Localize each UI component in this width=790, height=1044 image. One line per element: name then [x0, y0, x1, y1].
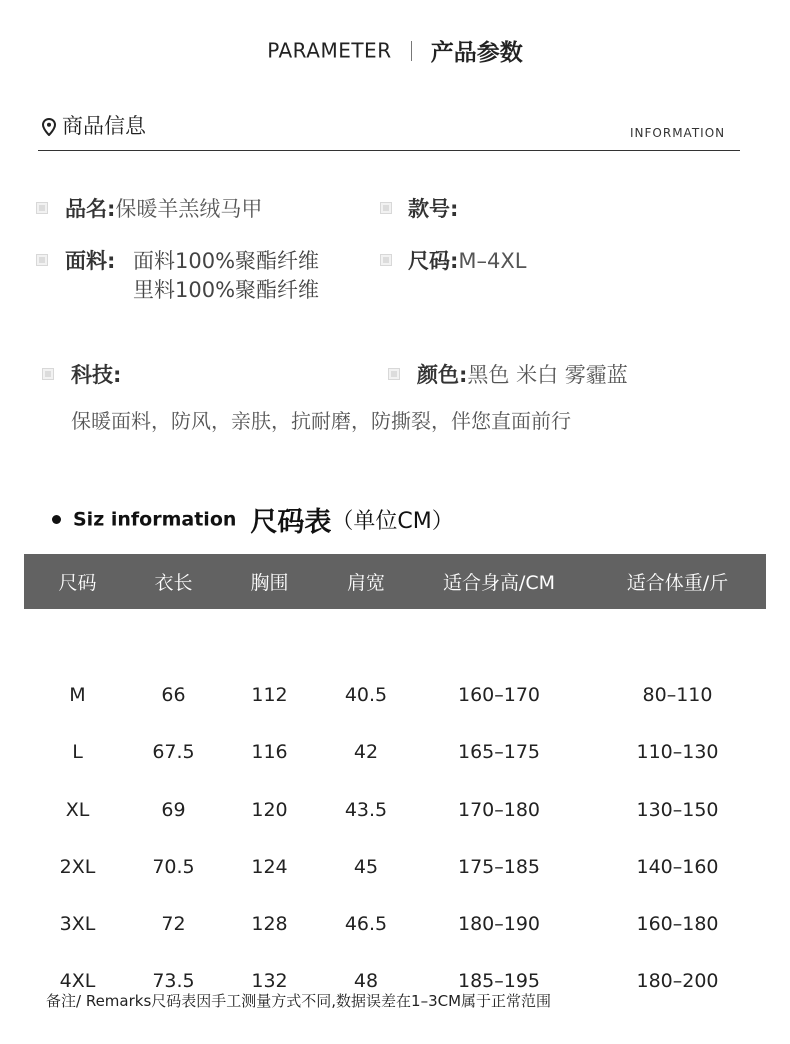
info-style — [408, 193, 458, 223]
table-cell: 165–175 — [457, 741, 541, 764]
table-cell: 66 — [161, 683, 186, 706]
size-section-en: Siz information — [73, 508, 237, 531]
section-title-text: 商品信息 — [62, 114, 146, 138]
info-name-value: 保暖羊羔绒马甲 — [115, 197, 263, 221]
table-cell: 185–195 — [457, 970, 541, 993]
table-cell: 73.5 — [152, 970, 195, 993]
table-cell: 160–180 — [636, 913, 719, 936]
table-cell: 3XL — [59, 913, 96, 936]
info-size-key: 尺码: — [408, 249, 459, 273]
table-cell: 46.5 — [344, 913, 388, 936]
size-section-cn: 尺码表 — [250, 507, 332, 538]
table-cell: 42 — [353, 741, 379, 764]
info-style-key: 款号: — [408, 197, 459, 221]
size-table-header: 适合身高/CM — [409, 554, 589, 609]
size-table-header: 适合体重/斤 — [589, 554, 766, 609]
table-spacer — [24, 609, 766, 666]
info-color-value: 黑色 米白 雾霾蓝 — [467, 363, 628, 387]
table-cell: 130–150 — [636, 798, 719, 821]
section-divider — [38, 150, 740, 151]
table-cell: 116 — [251, 741, 288, 764]
table-cell: M — [69, 683, 86, 706]
info-size-value: M–4XL — [458, 249, 527, 273]
table-cell: 48 — [353, 970, 379, 993]
info-fabric-line-2: 里料100%聚酯纤维 — [133, 278, 320, 302]
table-cell: 70.5 — [152, 855, 195, 878]
table-cell: L — [72, 741, 83, 764]
table-cell: 160–170 — [457, 683, 541, 706]
table-cell: 45 — [353, 855, 379, 878]
info-tech-key: 科技: — [71, 363, 122, 387]
bullet-icon — [36, 254, 48, 266]
page-header — [0, 34, 790, 67]
table-row — [24, 895, 766, 952]
size-section-title — [52, 500, 454, 539]
size-table — [24, 554, 766, 1010]
table-cell: 120 — [251, 798, 288, 821]
table-cell: 132 — [251, 970, 288, 993]
table-cell: 112 — [251, 683, 288, 706]
table-cell: 4XL — [59, 970, 96, 993]
table-row — [24, 666, 766, 723]
table-row — [24, 724, 766, 781]
info-name-key: 品名: — [65, 197, 116, 221]
table-cell: 67.5 — [152, 741, 195, 764]
table-cell: 43.5 — [344, 798, 388, 821]
info-tech-value: 保暖面料，防风，亲肤，抗耐磨，防撕裂，伴您直面前行 — [71, 409, 571, 433]
table-cell: 40.5 — [344, 683, 388, 706]
info-fabric-key: 面料: — [65, 249, 116, 273]
table-cell: 140–160 — [636, 855, 719, 878]
section-en-label: INFORMATION — [630, 126, 726, 140]
bullet-icon — [36, 202, 48, 214]
header-divider — [411, 41, 412, 61]
table-cell: XL — [65, 798, 90, 821]
table-cell: 80–110 — [642, 683, 713, 706]
table-cell: 175–185 — [457, 855, 541, 878]
table-cell: 180–190 — [457, 913, 541, 936]
table-cell: 128 — [251, 913, 288, 936]
section-title — [42, 110, 146, 140]
size-table-header: 胸围 — [216, 554, 323, 609]
bullet-dot-icon — [52, 515, 61, 524]
size-table-header: 肩宽 — [323, 554, 409, 609]
table-row — [24, 838, 766, 895]
bullet-icon — [380, 254, 392, 266]
header-cn-title: 产品参数 — [430, 40, 523, 66]
info-color-key: 颜色: — [417, 363, 468, 387]
table-cell: 2XL — [59, 855, 96, 878]
size-table-header: 尺码 — [24, 554, 131, 609]
bullet-icon — [380, 202, 392, 214]
table-cell: 72 — [161, 913, 186, 936]
size-table-header-row — [24, 554, 766, 609]
header-en-title: PARAMETER — [267, 38, 392, 63]
bullet-icon — [388, 368, 400, 380]
table-cell: 124 — [251, 855, 288, 878]
location-pin-icon — [42, 118, 56, 136]
table-row — [24, 781, 766, 838]
size-section-unit: （单位CM） — [331, 509, 454, 534]
table-cell: 170–180 — [457, 798, 541, 821]
table-cell: 110–130 — [636, 741, 719, 764]
table-cell: 69 — [161, 798, 186, 821]
info-fabric-line-1: 面料100%聚酯纤维 — [133, 249, 320, 273]
info-color — [417, 359, 628, 389]
info-name — [65, 193, 262, 223]
bullet-icon — [42, 368, 54, 380]
remark-note: 备注/ Remarks尺码表因手工测量方式不同,数据误差在1–3CM属于正常范围 — [46, 992, 552, 1010]
info-size — [408, 245, 526, 275]
size-table-header: 衣长 — [131, 554, 216, 609]
table-cell: 180–200 — [636, 970, 719, 993]
